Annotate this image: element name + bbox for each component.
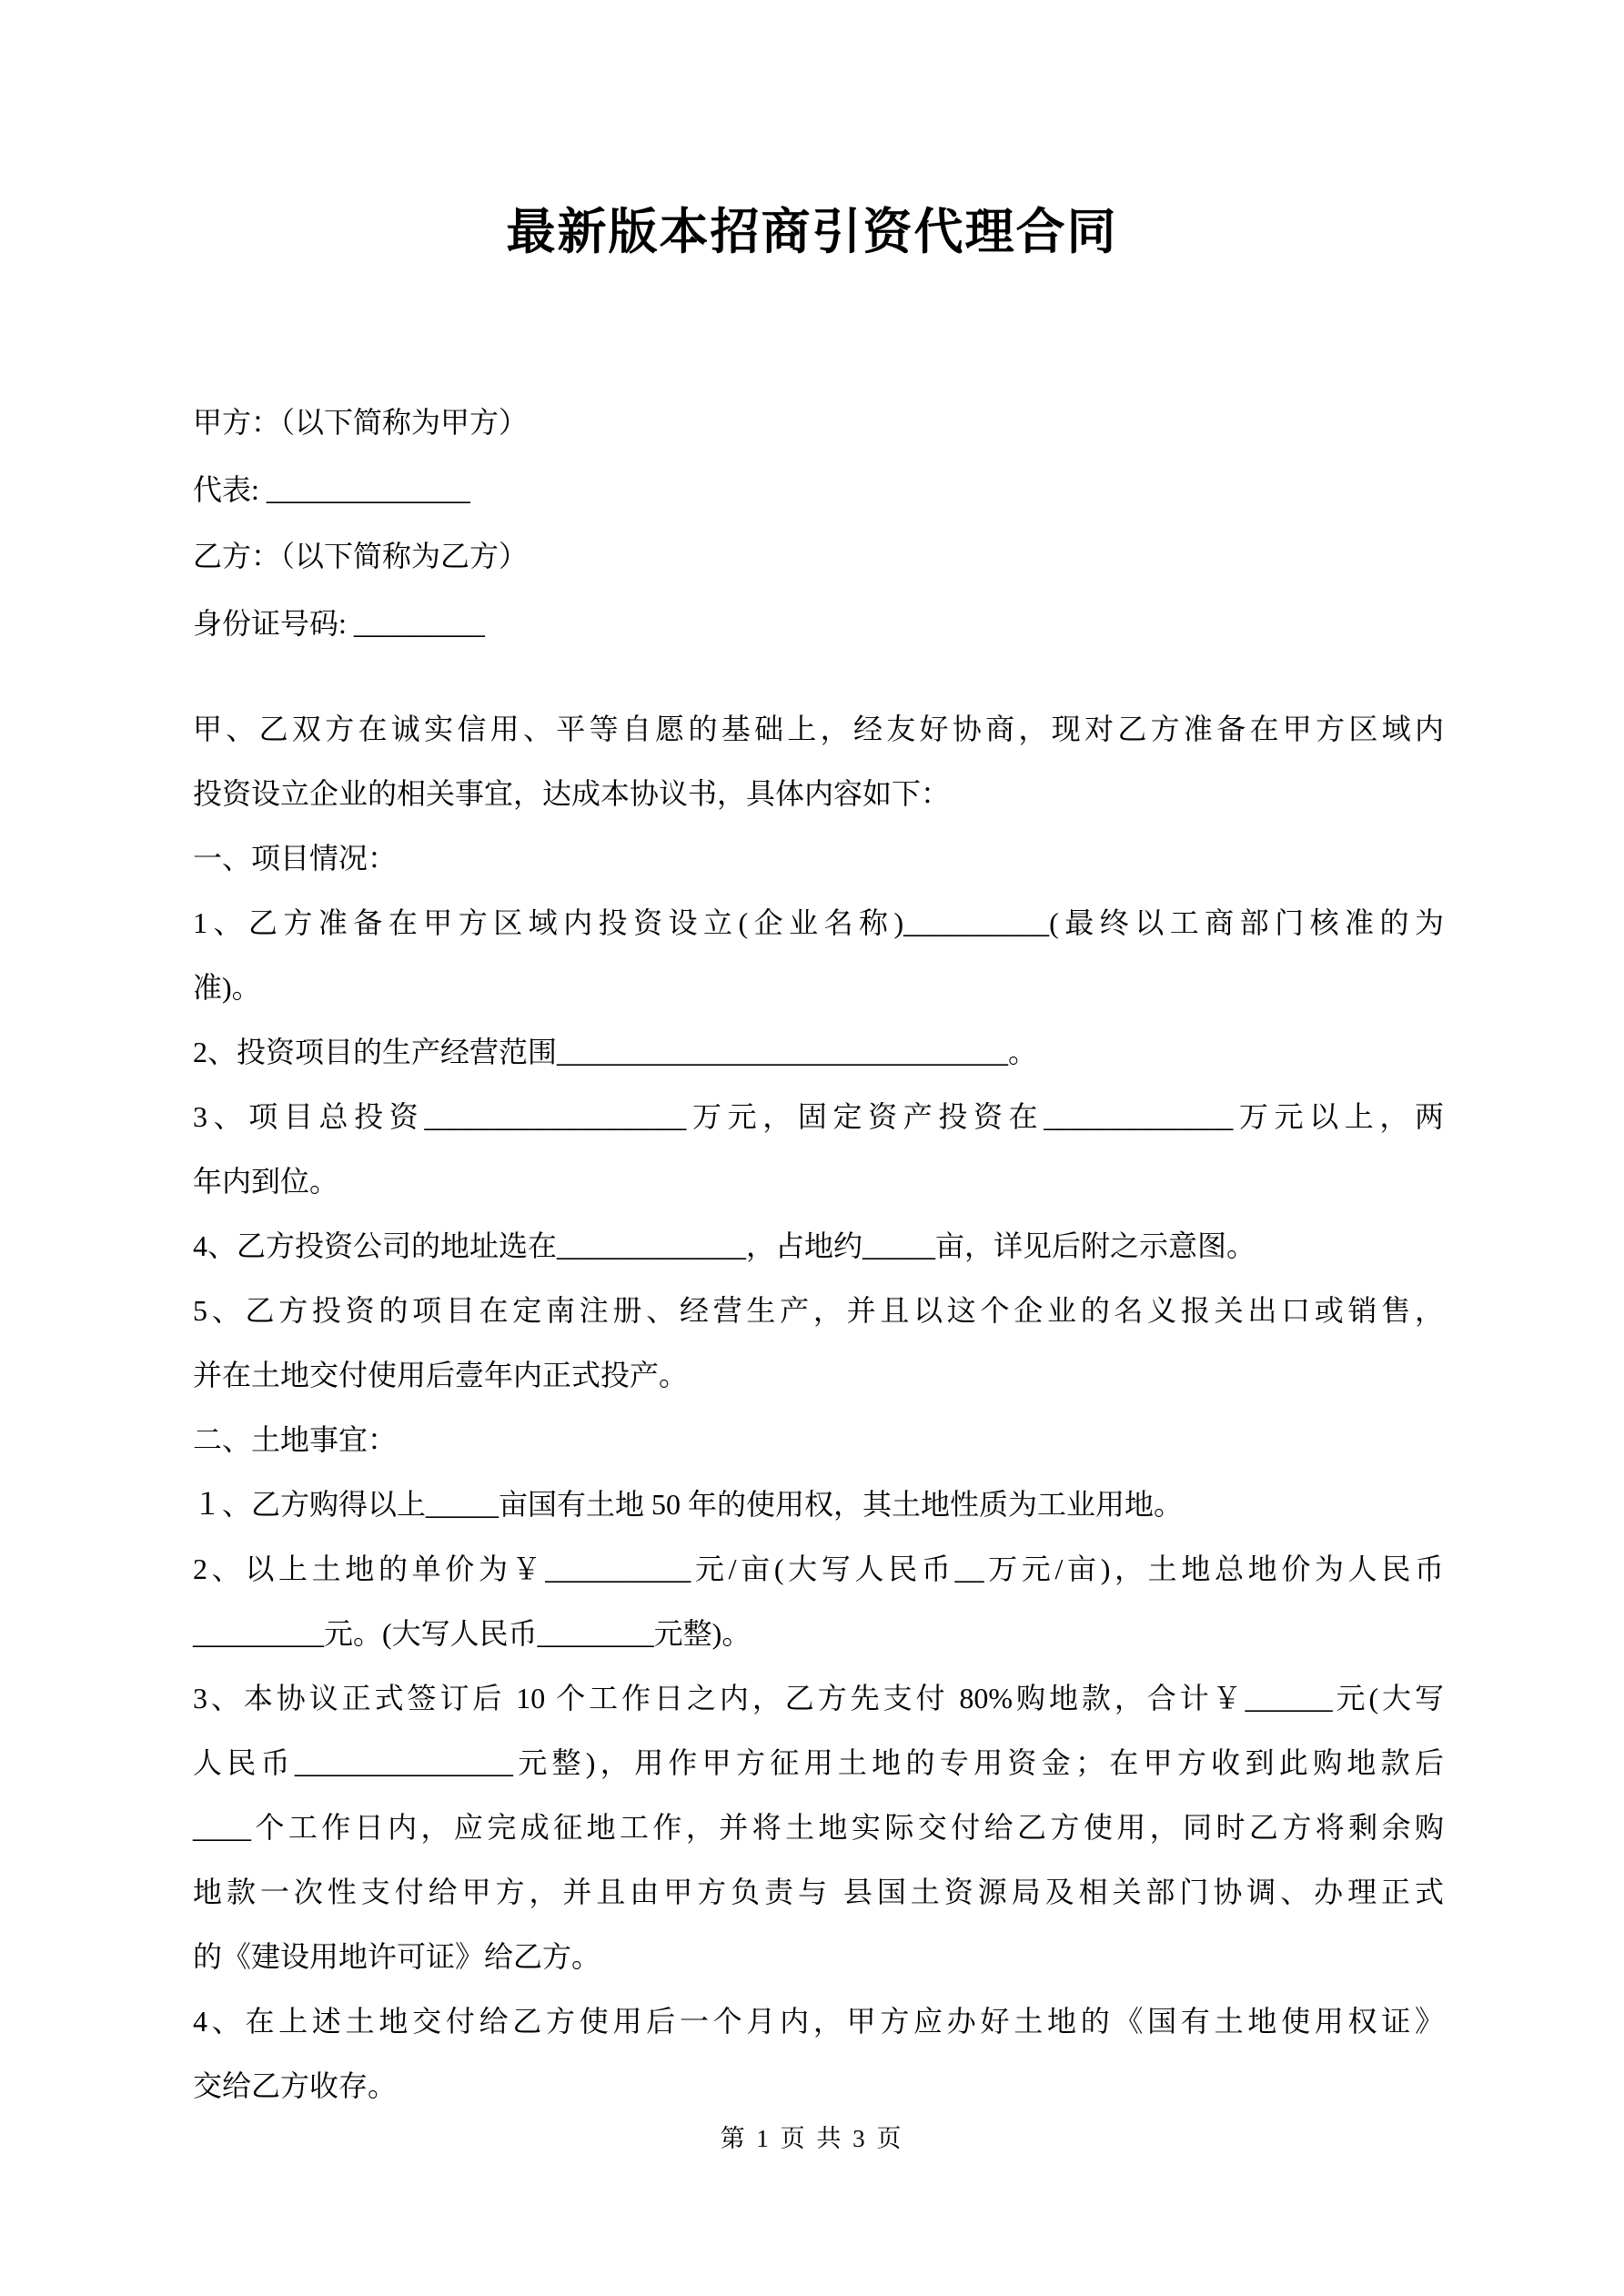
body-line: 准)。 xyxy=(193,971,261,1004)
preamble-line: 投资设立企业的相关事宜，达成本协议书，具体内容如下： xyxy=(193,777,951,810)
body-line: 并在土地交付使用后壹年内正式投产。 xyxy=(193,1359,689,1391)
body-line: 2、投资项目的生产经营范围_______________________________。 xyxy=(193,1036,1038,1068)
preamble-line: 甲、乙双方在诚实信用、平等自愿的基础上，经友好协商，现对乙方准备在甲方区域内 xyxy=(193,713,1444,745)
document-title: 最新版本招商引资代理合同 xyxy=(506,205,1118,259)
body-line: ____个工作日内，应完成征地工作，并将土地实际交付给乙方使用，同时乙方将剩余购 xyxy=(193,1811,1444,1844)
body-line: 4、乙方投资公司的地址选在_____________，占地约_____亩，详见后附之示意图。 xyxy=(193,1229,1256,1262)
body-line: 人民币_______________元整)，用作甲方征用土地的专用资金；在甲方收到此购地款后 xyxy=(193,1746,1444,1779)
body-line: _________元。(大写人民币________元整)。 xyxy=(193,1617,751,1650)
body-line: 3、项目总投资__________________万元，固定资产投资在_____________万元以上，两 xyxy=(193,1100,1444,1133)
body-line: 4、在上述土地交付给乙方使用后一个月内，甲方应办好土地的《国有土地使用权证》 xyxy=(193,2005,1444,2038)
parties-block xyxy=(193,389,1444,657)
body-line: 2、以上土地的单价为￥__________元/亩(大写人民币__万元/亩)，土地总地价为人民币 xyxy=(193,1553,1444,1585)
body-line: 交给乙方收存。 xyxy=(193,2069,398,2102)
body-line: 3、本协议正式签订后 10 个工作日之内，乙方先支付 80%购地款，合计￥______元(大写 xyxy=(193,1682,1444,1714)
section-heading-project: 一、项目情况： xyxy=(193,842,398,875)
body-line: 年内到位。 xyxy=(193,1165,339,1198)
body-line: 的《建设用地许可证》给乙方。 xyxy=(193,1940,601,1973)
contract-body xyxy=(193,697,1444,2119)
body-line: 5、乙方投资的项目在定南注册、经营生产，并且以这个企业的名义报关出口或销售， xyxy=(193,1294,1444,1327)
body-line: 1、乙方准备在甲方区域内投资设立(企业名称)__________(最终以工商部门核准的为 xyxy=(193,906,1444,939)
id-number-field-line: 身份证号码: _________ xyxy=(193,606,485,640)
body-line: 地款一次性支付给甲方，并且由甲方负责与 县国土资源局及相关部门协调、办理正式 xyxy=(193,1876,1444,1908)
party-a-line: 甲方：（以下简称为甲方） xyxy=(193,406,529,439)
representative-field-line: 代表: ______________ xyxy=(193,472,470,506)
page-number-footer: 第 1 页 共 3 页 xyxy=(720,2125,904,2152)
body-line: １、乙方购得以上_____亩国有土地 50 年的使用权，其土地性质为工业用地。 xyxy=(193,1488,1184,1521)
party-b-line: 乙方：（以下简称为乙方） xyxy=(193,540,529,572)
section-heading-land: 二、土地事宜： xyxy=(193,1423,398,1456)
